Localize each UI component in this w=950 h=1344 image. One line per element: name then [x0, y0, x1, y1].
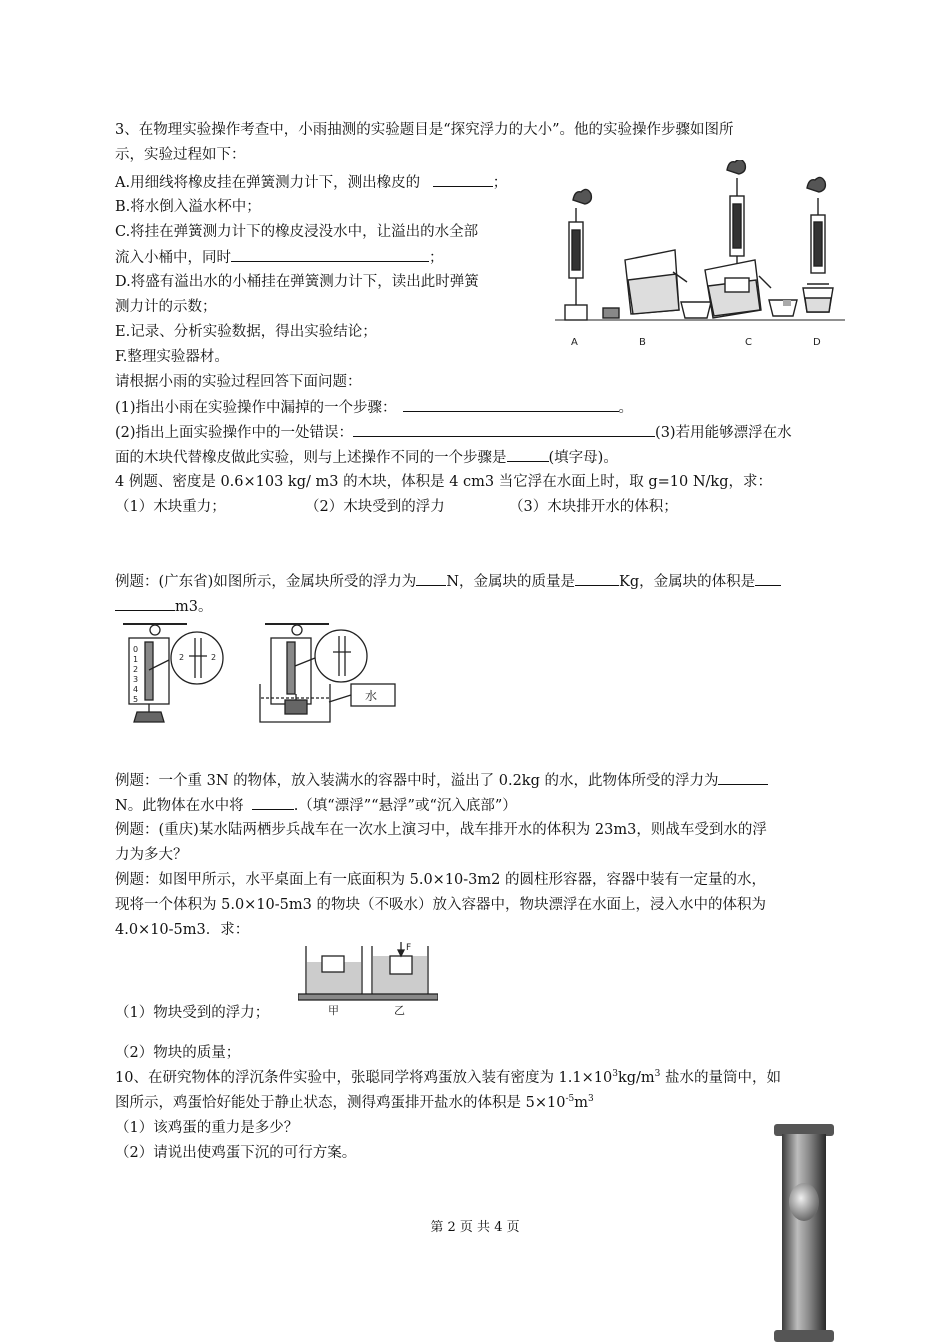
q3-line1: 3、在物理实验操作考查中，小雨抽测的实验题目是“探究浮力的大小”。他的实验操作步骤如图所 [115, 122, 734, 138]
scale-digit-5: 5 [133, 695, 139, 704]
ex-3n-line1: 例题：一个重 3N 的物体，放入装满水的容器中时，溢出了 0.2kg 的水，此物体所受的浮力为 [115, 770, 768, 791]
ex-gd-line2: m3。 [115, 596, 212, 617]
ex-block-line2: 现将一个体积为 5.0×10-5m3 的物块（不吸水）放入容器中，物块漂浮在水面上，浸入水中的体积为 [115, 897, 766, 913]
blank-gd-volume[interactable] [755, 571, 781, 586]
ex-cq-line2: 力为多大？ [115, 847, 188, 863]
q10-line1: 10、在研究物体的浮沉条件实验中，张聪同学将鸡蛋放入装有密度为 $1.1\times 10^3kg/m^3$ 盐水的量筒中，如 [115, 1069, 781, 1086]
q4-part1: （1）木块重力； [115, 499, 226, 515]
fig-force-label: F [406, 943, 412, 953]
blank-step-a[interactable] [433, 172, 493, 187]
q3-sub2: (2)指出上面实验操作中的一处错误： (3)若用能够漂浮在水 [115, 422, 792, 443]
q4-part3: （3）木块排开水的体积； [509, 499, 678, 515]
blank-step-c[interactable] [231, 247, 429, 262]
ex-block-part1: （1）物块受到的浮力； [115, 1005, 270, 1021]
page-footer: 第 2 页 共 4 页 [430, 1220, 520, 1235]
q3-sub1: (1)指出小雨在实验操作中漏掉的一个步骤： 。 [115, 397, 633, 418]
fig-label-b: B [639, 337, 646, 348]
zoom-digit-left: 2 [179, 653, 185, 662]
ex-gd-line1: 例题：(广东省)如图所示，金属块所受的浮力为 N，金属块的质量是 Kg，金属块的体积是 [115, 571, 781, 592]
blank-sub3[interactable] [507, 447, 549, 462]
q3-step-f: F.整理实验器材。 [115, 349, 229, 365]
q3-step-d1: D.将盛有溢出水的小桶挂在弹簧测力计下，读出此时弹簧 [115, 274, 479, 290]
blank-3n-state[interactable] [252, 795, 294, 810]
fig-yi-label: 乙 [394, 1004, 405, 1017]
blank-gd-volume-cont[interactable] [115, 596, 175, 611]
scale-digit-0: 0 [133, 645, 139, 654]
gd-spring-scale-figure [115, 620, 415, 725]
q3-sub3: 面的木块代替橡皮做此实验，则与上述操作不同的一个步骤是 (填字母)。 [115, 447, 618, 468]
q3-step-e: E.记录、分析实验数据，得出实验结论； [115, 324, 377, 340]
blank-sub2[interactable] [353, 422, 655, 437]
scale-digit-4: 4 [133, 685, 139, 694]
scale-digit-3: 3 [133, 675, 139, 684]
q3-prompt: 请根据小雨的实验过程回答下面问题： [115, 374, 362, 390]
q3-step-c2: 流入小桶中，同时 ； [115, 247, 444, 268]
blank-3n-force[interactable] [718, 770, 768, 785]
ex-cq-line1: 例题：(重庆)某水陆两栖步兵战车在一次水上演习中，战车排开水的体积为 23m3，则战车受到水的浮 [115, 822, 767, 838]
q3-step-b: B.将水倒入溢水杯中； [115, 199, 261, 215]
q3-experiment-figure [555, 160, 845, 355]
fig-label-d: D [813, 337, 821, 348]
ex-3n-line2: N。此物体在水中将 .（填“漂浮”“悬浮”或“沉入底部”） [115, 795, 517, 816]
blank-sub1[interactable] [403, 397, 619, 412]
blank-gd-force[interactable] [416, 571, 446, 586]
q3-line2: 示，实验过程如下： [115, 147, 246, 163]
fig-label-a: A [571, 337, 578, 348]
scale-digit-2: 2 [133, 665, 139, 674]
scale-digit-1: 1 [133, 655, 139, 664]
water-label: 水 [365, 689, 378, 703]
ex-block-line1: 例题：如图甲所示，水平桌面上有一底面积为 5.0×10-3m2 的圆柱形容器，容器中装有一定量的水， [115, 872, 766, 888]
blank-gd-mass[interactable] [575, 571, 619, 586]
q10-part1: （1）该鸡蛋的重力是多少？ [115, 1120, 299, 1136]
q3-step-a: A.用细线将橡皮挂在弹簧测力计下，测出橡皮的 ； [115, 172, 507, 193]
q10-line2: 图所示，鸡蛋恰好能处于静止状态，测得鸡蛋排开盐水的体积是 $5\times 10^{-5}m^3$ [115, 1094, 594, 1111]
zoom-digit-right: 2 [211, 653, 217, 662]
fig-label-c: C [745, 337, 752, 348]
q4-line1: 4 例题、密度是 0.6×103 kg/ m3 的木块，体积是 4 cm3 当它浮在水面上时，取 g=10 N/kg，求： [115, 474, 772, 490]
fig-jia-label: 甲 [328, 1004, 339, 1017]
q3-step-d2: 测力计的示数； [115, 299, 217, 315]
ex-block-part2: （2）物块的质量； [115, 1045, 241, 1061]
ex-block-line3: 4.0×10-5m3．求： [115, 922, 250, 938]
q3-step-c1: C.将挂在弹簧测力计下的橡皮浸没水中，让溢出的水全部 [115, 224, 479, 240]
q10-part2: （2）请说出使鸡蛋下沉的可行方案。 [115, 1145, 357, 1161]
block-container-figure [298, 940, 438, 1018]
q4-part2: （2）木块受到的浮力 [305, 499, 445, 515]
